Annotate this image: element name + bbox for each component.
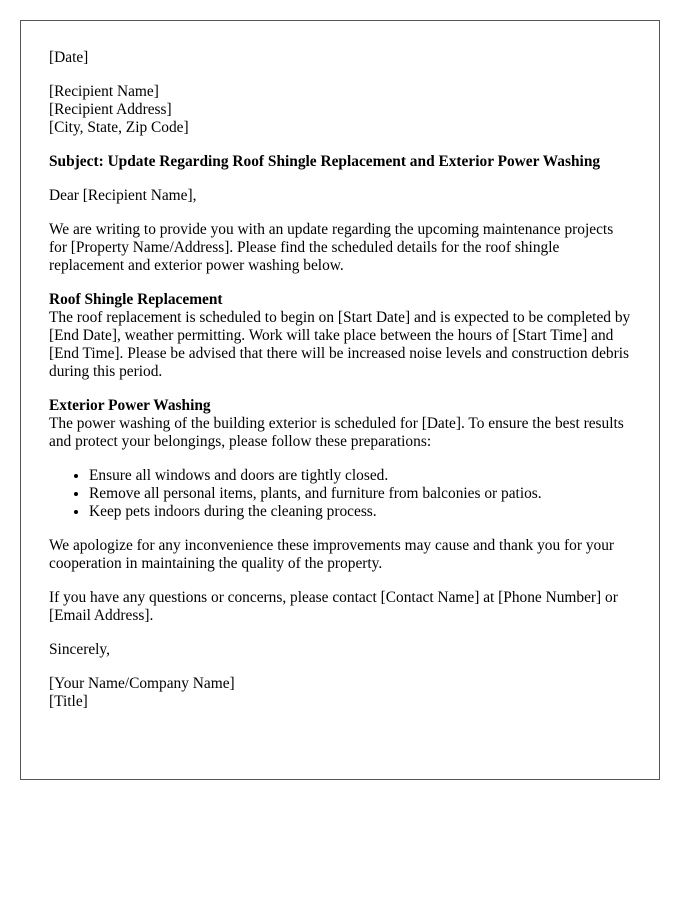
recipient-address: [Recipient Address] [49, 101, 172, 118]
recipient-address-block [49, 83, 631, 137]
signature-title: [Title] [49, 693, 88, 710]
subject-line: Subject: Update Regarding Roof Shingle Replacement and Exterior Power Washing [49, 153, 601, 170]
contact-paragraph: If you have any questions or concerns, please contact [Contact Name] at [Phone Number] or [Email Address]. [49, 589, 618, 624]
washing-section-heading: Exterior Power Washing [49, 397, 211, 414]
list-item: • Remove all personal items, plants, and furniture from balconies or patios. [89, 485, 631, 503]
recipient-name: [Recipient Name] [49, 83, 159, 100]
list-item: • Ensure all windows and doors are tightly closed. [89, 467, 631, 485]
washing-section [49, 397, 631, 451]
recipient-city-state-zip: [City, State, Zip Code] [49, 119, 189, 136]
apology-paragraph: We apologize for any inconvenience these improvements may cause and thank you for your cooperation in maintaining the quality of the property. [49, 537, 615, 572]
date-line [49, 49, 631, 67]
closing: Sincerely, [49, 641, 110, 658]
roof-section-heading: Roof Shingle Replacement [49, 291, 223, 308]
list-item: • Keep pets indoors during the cleaning process. [89, 503, 631, 521]
salutation: Dear [Recipient Name], [49, 187, 197, 204]
washing-section-body: The power washing of the building exterior is scheduled for [Date]. To ensure the best results and protect your belongings, please follow these preparations: [49, 415, 624, 450]
letter-page [20, 20, 660, 780]
intro-paragraph: We are writing to provide you with an update regarding the upcoming maintenance projects for [Property Name/Address]. Please find the scheduled details for the roof shingle replacement and exterior power washing below. [49, 221, 614, 274]
preparation-list [49, 467, 631, 521]
signature-name: [Your Name/Company Name] [49, 675, 235, 692]
signature-block [49, 675, 631, 711]
roof-section [49, 291, 631, 381]
roof-section-body: The roof replacement is scheduled to begin on [Start Date] and is expected to be completed by [End Date], weather permitting. Work will take place between the hours of [Start Time] and [End Time]. Please be advised that there will be increased noise levels and construction debris during this period. [49, 309, 631, 380]
date: [Date] [49, 49, 89, 66]
